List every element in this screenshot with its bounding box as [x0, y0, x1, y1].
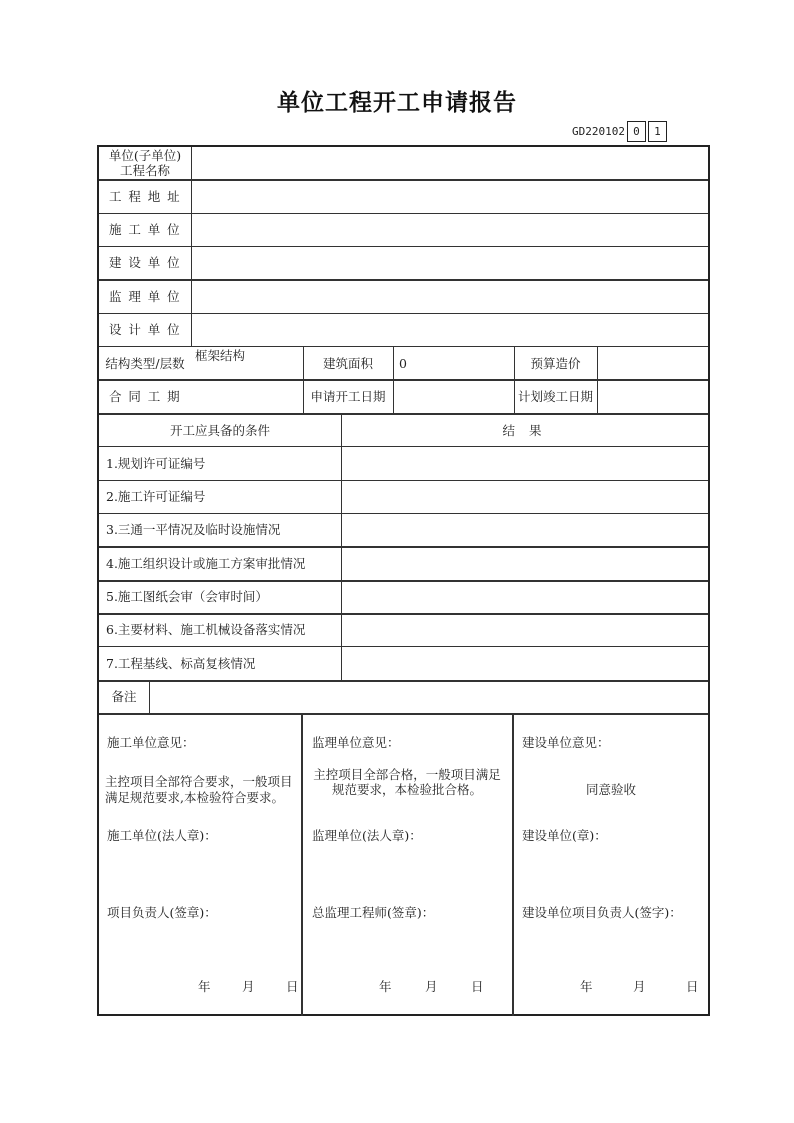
condition-6-label: 6.主要材料、施工机械设备落实情况: [106, 622, 306, 637]
row-divider: [99, 446, 708, 447]
design-unit-field[interactable]: [195, 322, 703, 338]
chief-supervisor-signer-label: 总监理工程师(签章)：: [312, 905, 435, 920]
address-label: 工程地址: [109, 189, 187, 204]
budget-field[interactable]: [601, 356, 705, 372]
construction-date-year: 年: [198, 979, 211, 994]
supervision-date-month: 月: [425, 979, 438, 994]
condition-3-label: 3.三通一平情况及临时设施情况: [106, 522, 281, 537]
supervision-unit-field[interactable]: [195, 289, 703, 305]
row-divider: [99, 480, 708, 481]
plan-finish-date-label: 计划竣工日期: [517, 389, 593, 404]
col-divider: [301, 713, 303, 1016]
condition-1-result[interactable]: [347, 456, 703, 472]
construction-date-month: 月: [242, 979, 255, 994]
row-divider: [99, 580, 708, 582]
form-code-box-2[interactable]: 1: [648, 121, 667, 142]
col-divider: [512, 713, 514, 1016]
row-divider: [99, 546, 708, 548]
construction-seal-label: 施工单位(法人章)：: [107, 828, 217, 843]
condition-7-result[interactable]: [347, 656, 703, 672]
row-divider: [99, 613, 708, 615]
condition-7-label: 7.工程基线、标高复核情况: [106, 656, 256, 671]
contract-period-field[interactable]: [195, 389, 299, 405]
col-divider: [191, 147, 192, 347]
remarks-label: 备注: [111, 689, 137, 704]
construction-unit-label: 施工单位: [109, 222, 187, 237]
builder-unit-label: 建设单位: [109, 255, 187, 270]
results-header: 结 果: [502, 423, 547, 438]
col-divider: [341, 413, 342, 681]
supervision-opinion-heading: 监理单位意见：: [312, 735, 400, 750]
unit-name-label-line2: 工程名称: [119, 163, 170, 178]
supervision-seal-label: 监理单位(法人章)：: [312, 828, 422, 843]
condition-2-label: 2.施工许可证编号: [106, 489, 206, 504]
condition-6-result[interactable]: [347, 622, 703, 638]
builder-project-leader-signer-label: 建设单位项目负责人(签字)：: [522, 905, 682, 920]
application-form-table: [97, 145, 710, 1016]
condition-5-label: 5.施工图纸会审（会审时间）: [106, 589, 268, 604]
design-unit-label: 设计单位: [109, 322, 187, 337]
row-divider: [99, 379, 708, 381]
builder-seal-label: 建设单位(章)：: [522, 828, 607, 843]
builder-date-year: 年: [580, 979, 593, 994]
row-divider: [99, 513, 708, 514]
construction-date-day: 日: [286, 979, 299, 994]
condition-2-result[interactable]: [347, 489, 703, 505]
form-code: [572, 121, 667, 142]
builder-opinion-heading: 建设单位意见：: [522, 735, 610, 750]
apply-start-date-label: 申请开工日期: [310, 389, 386, 404]
budget-label: 预算造价: [530, 356, 581, 371]
condition-3-result[interactable]: [347, 522, 703, 538]
construction-opinion-heading: 施工单位意见：: [107, 735, 195, 750]
condition-1-label: 1.规划许可证编号: [106, 456, 206, 471]
supervision-opinion-body-line1: 主控项目全部合格，一般项目满足: [313, 767, 501, 782]
supervision-opinion-body-line2: 规范要求，本检验批合格。: [331, 782, 482, 797]
builder-date-month: 月: [633, 979, 646, 994]
plan-finish-date-field[interactable]: [601, 389, 705, 405]
supervision-date-year: 年: [379, 979, 392, 994]
construction-signer-label: 项目负责人(签章)：: [107, 905, 217, 920]
condition-4-result[interactable]: [347, 556, 703, 572]
supervision-unit-label: 监理单位: [109, 289, 187, 304]
condition-4-label: 4.施工组织设计或施工方案审批情况: [106, 556, 306, 571]
unit-name-label-line1: 单位(子单位): [108, 148, 182, 163]
structure-field[interactable]: 框架结构: [195, 348, 246, 363]
form-code-prefix: GD220102: [572, 125, 625, 138]
area-label: 建筑面积: [322, 356, 373, 371]
builder-unit-field[interactable]: [195, 255, 703, 271]
apply-start-date-field[interactable]: [399, 389, 509, 405]
structure-label: 结构类型/层数: [105, 356, 185, 371]
row-divider: [99, 413, 708, 415]
condition-5-result[interactable]: [347, 589, 703, 605]
row-divider: [99, 713, 708, 715]
construction-unit-field[interactable]: [195, 222, 703, 238]
col-divider: [393, 346, 394, 414]
construction-opinion-body-line2: 满足规范要求,本检验符合要求。: [105, 790, 284, 805]
page-title: 单位工程开工申请报告: [277, 90, 517, 116]
builder-opinion-body: 同意验收: [585, 782, 636, 797]
row-divider: [99, 646, 708, 647]
address-field[interactable]: [195, 189, 703, 205]
col-divider: [149, 680, 150, 714]
unit-name-field[interactable]: [195, 156, 703, 172]
construction-opinion-body-line1: 主控项目全部符合要求，一般项目: [105, 774, 293, 789]
area-field[interactable]: 0: [399, 356, 407, 371]
col-divider: [597, 346, 598, 414]
builder-date-day: 日: [686, 979, 699, 994]
form-code-box-1[interactable]: 0: [627, 121, 646, 142]
supervision-date-day: 日: [471, 979, 484, 994]
row-divider: [99, 680, 708, 682]
remarks-field[interactable]: [155, 689, 703, 705]
conditions-header: 开工应具备的条件: [169, 423, 270, 438]
contract-period-label: 合同工期: [109, 389, 187, 404]
